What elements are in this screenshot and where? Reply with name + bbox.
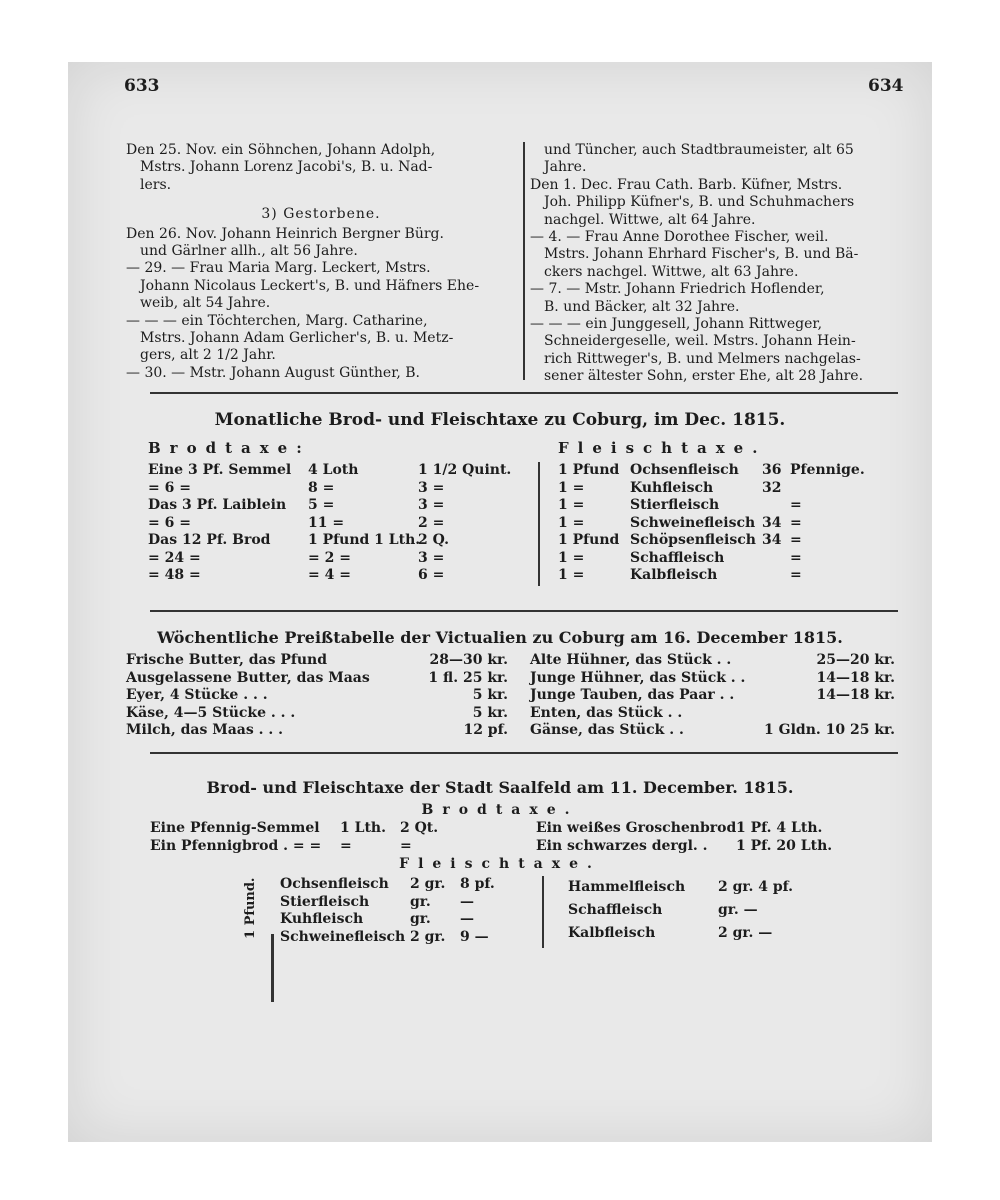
victuals-right-list <box>530 652 895 740</box>
text-line: B. und Bäcker, alt 32 Jahre. <box>544 298 740 315</box>
text-line: — 29. — Frau Maria Marg. Leckert, Mstrs. <box>126 260 431 277</box>
text-line: Schneidergeselle, weil. Mstrs. Johann Hein- <box>544 333 856 350</box>
table-row: Ein Pfennigbrod . = = = = <box>150 837 412 854</box>
right-column <box>530 142 910 386</box>
table-row: Eine Pfennig-Semmel 1 Lth. 2 Qt. <box>150 820 439 836</box>
list-item: Junge Tauben, das Paar . . 14—18 kr. <box>530 687 895 703</box>
table-row: Eine 3 Pf. Semmel 4 Loth 1 1/2 Quint. <box>148 462 512 478</box>
table-row: Stierfleisch gr. — <box>280 893 474 910</box>
left-column <box>126 142 516 382</box>
text-line: nachgel. Wittwe, alt 64 Jahre. <box>544 211 756 228</box>
text-line: rich Rittweger's, B. und Melmers nachgelas- <box>544 350 861 367</box>
list-item: Käse, 4—5 Stücke . . . 5 kr. <box>126 704 508 721</box>
scanned-page <box>68 62 932 1142</box>
text-line: — — — ein Töchterchen, Marg. Catharine, <box>126 312 428 329</box>
table-row: = 6 = 8 = 3 = <box>148 479 445 496</box>
text-line: Jahre. <box>544 159 587 176</box>
text-line: Mstrs. Johann Adam Gerlicher's, B. u. Metz- <box>140 330 454 347</box>
saalfeld-bread-heading: Brodtaxe. <box>421 802 579 818</box>
text-line: — — — ein Junggesell, Johann Rittweger, <box>530 316 823 333</box>
list-item: Gänse, das Stück . . 1 Gldn. 10 25 kr. <box>530 722 895 738</box>
table-row: = 6 = 11 = 2 = <box>148 514 445 531</box>
coburg-meat-table <box>558 462 870 585</box>
text-line: — 4. — Frau Anne Dorothee Fischer, weil. <box>530 229 829 246</box>
saalfeld-meat-left <box>280 876 510 946</box>
list-item: Eyer, 4 Stücke . . . 5 kr. <box>126 687 508 703</box>
text-line: Johann Nicolaus Leckert's, B. und Häfners Ehe- <box>140 277 480 294</box>
table-row: 1 = Kuhfleisch 32 <box>558 479 782 496</box>
table-row: 1 Pfund Schöpsenfleisch 34 = <box>558 532 802 548</box>
table-row: = 24 = = 2 = 3 = <box>148 549 445 566</box>
table-row: 1 = Stierfleisch = <box>558 497 802 513</box>
coburg-meat-heading: Fleischtaxe. <box>558 439 767 457</box>
column-divider <box>523 142 525 380</box>
table-row: Ein weißes Groschenbrod1 Pf. 4 Lth. <box>536 820 823 836</box>
list-item: Alte Hühner, das Stück . . 25—20 kr. <box>530 652 895 668</box>
table-row: Hammelfleisch 2 gr. 4 pf. <box>568 879 794 895</box>
text-line: und Tüncher, auch Stadtbraumeister, alt 65 <box>544 142 854 158</box>
table-row: Schweinefleisch 2 gr. 9 — <box>280 928 489 945</box>
table-row: 1 = Kalbfleisch = <box>558 567 802 583</box>
left-page-number: 633 <box>124 76 160 96</box>
text-line: — 7. — Mstr. Johann Friedrich Hoflender, <box>530 281 825 298</box>
divider-rule <box>150 610 898 612</box>
coburg-bread-table <box>148 462 528 585</box>
coburg-bread-heading: Brodtaxe: <box>148 439 311 457</box>
text-line: Joh. Philipp Küfner's, B. und Schuhmachers <box>544 194 855 211</box>
table-row: Ein schwarzes dergl. . 1 Pf. 20 Lth. <box>536 837 833 854</box>
victuals-title: Wöchentliche Preißtabelle der Victualien zu Coburg am 16. December 1815. <box>157 628 843 647</box>
saalfeld-meat-right <box>568 876 828 945</box>
list-item: Frische Butter, das Pfund 28—30 kr. <box>126 652 508 668</box>
table-row: Das 3 Pf. Laiblein 5 = 3 = <box>148 497 445 513</box>
list-item: Junge Hühner, das Stück . . 14—18 kr. <box>530 669 895 686</box>
divider-rule <box>150 392 898 394</box>
coburg-tax-title: Monatliche Brod- und Fleischtaxe zu Coburg, im Dec. 1815. <box>214 410 786 430</box>
table-row: Kalbfleisch 2 gr. — <box>568 925 773 941</box>
table-row: = 48 = = 4 = 6 = <box>148 567 445 583</box>
table-row: 1 = Schweinefleisch 34 = <box>558 514 802 531</box>
text-line: weib, alt 54 Jahre. <box>140 295 271 312</box>
victuals-left-list <box>126 652 508 740</box>
saalfeld-tax-title: Brod- und Fleischtaxe der Stadt Saalfeld am 11. December. 1815. <box>206 778 794 797</box>
table-row: Ochsenfleisch 2 gr. 8 pf. <box>280 876 495 892</box>
text-line: Mstrs. Johann Ehrhard Fischer's, B. und Bä- <box>544 246 859 263</box>
divider-rule <box>150 752 898 754</box>
table-row: Schaffleisch gr. — <box>568 902 758 918</box>
text-line: lers. <box>140 176 172 193</box>
table-row: Das 12 Pf. Brod 1 Pfund 1 Lth.2 Q. <box>148 532 449 548</box>
text-line: Mstrs. Johann Lorenz Jacobi's, B. u. Nad- <box>140 159 433 176</box>
text-line: gers, alt 2 1/2 Jahr. <box>140 347 276 364</box>
list-item: Enten, das Stück . . <box>530 704 683 721</box>
table-row: 1 Pfund Ochsenfleisch 36 Pfennige. <box>558 462 865 478</box>
text-line: ckers nachgel. Wittwe, alt 63 Jahre. <box>544 263 799 280</box>
list-item: Ausgelassene Butter, das Maas 1 fl. 25 kr. <box>126 669 508 686</box>
text-line: und Gärlner allh., alt 56 Jahre. <box>140 243 358 260</box>
right-page-number: 634 <box>868 76 904 96</box>
table-row: Kuhfleisch gr. — <box>280 911 474 927</box>
saalfeld-bread-left <box>150 820 460 855</box>
unit-label: 1 Pfund. <box>243 877 258 939</box>
text-line: sener ältester Sohn, erster Ehe, alt 28 Jahre. <box>544 368 864 385</box>
table-row: 1 = Schaffleisch = <box>558 549 802 566</box>
text-line: — 30. — Mstr. Johann August Günther, B. <box>126 364 421 381</box>
saalfeld-bread-right <box>536 820 866 855</box>
text-line: Den 1. Dec. Frau Cath. Barb. Küfner, Mstrs. <box>530 176 843 193</box>
table-divider <box>542 876 544 948</box>
table-divider <box>538 462 540 586</box>
text-line: Den 25. Nov. ein Söhnchen, Johann Adolph, <box>126 142 436 158</box>
list-item: Milch, das Maas . . . 12 pf. <box>126 722 508 738</box>
bracket-line <box>271 934 274 1002</box>
text-line: Den 26. Nov. Johann Heinrich Bergner Bürg. <box>126 225 444 242</box>
saalfeld-meat-heading: Fleischtaxe. <box>399 856 601 872</box>
deaths-heading: 3) Gestorbene. <box>261 206 381 223</box>
